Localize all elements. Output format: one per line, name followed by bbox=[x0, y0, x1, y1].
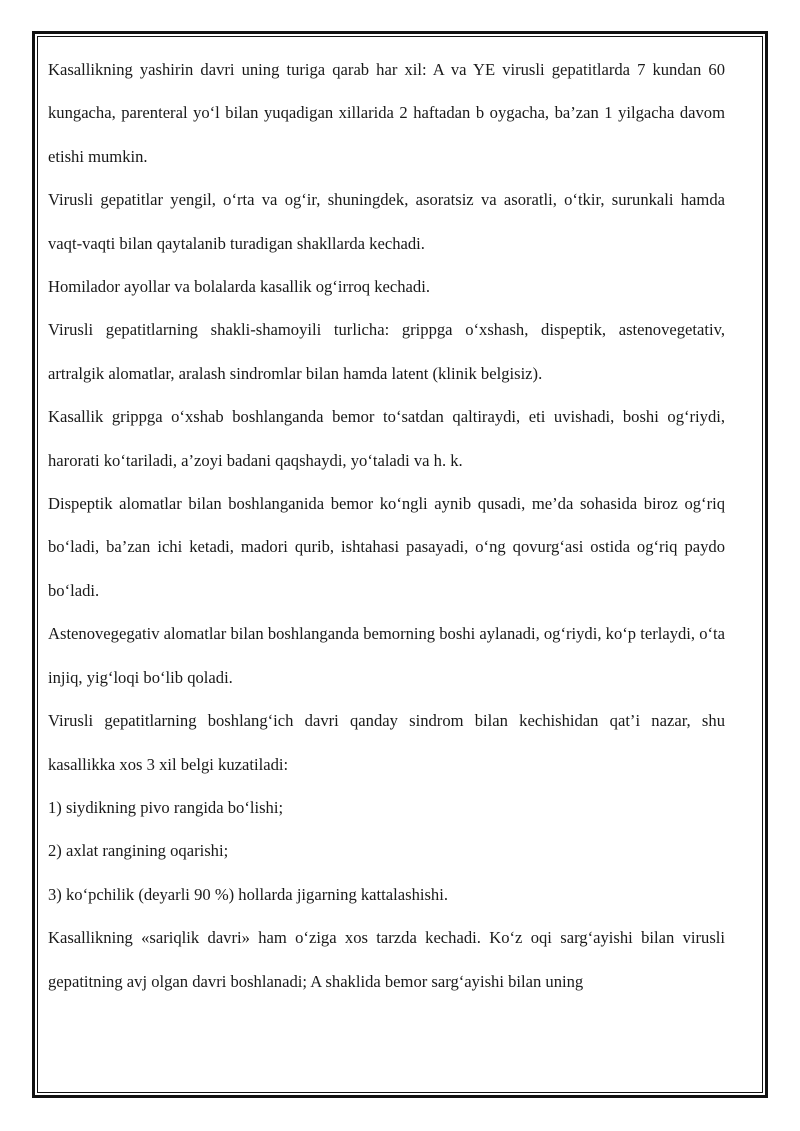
paragraph-astheno-onset: Astenovegegativ alomatlar bilan boshlanganda bemorning boshi aylanadi, og‘riydi, ko‘p terlaydi, o‘ta injiq, yig‘loqi bo‘lib qoladi. bbox=[48, 624, 725, 687]
list-item-sign-1: 1) siydikning pivo rangida bo‘lishi; bbox=[48, 797, 284, 817]
paragraph-three-signs-intro: Virusli gepatitlarning boshlang‘ich davri qanday sindrom bilan kechishidan qat’i nazar, shu kasallikka xos 3 xil belgi kuzatiladi: bbox=[48, 711, 725, 774]
paragraph-incubation-period: Kasallikning yashirin davri uning turiga qarab har xil: A va YE virusli gepatitlarda 7 kundan 60 kungacha, parenteral yo‘l bilan yuqadigan xillarida 2 haftadan b oygacha, ba’zan 1 yilgacha davom etishi mumkin. bbox=[48, 60, 725, 166]
list-item-sign-2: 2) axlat rangining oqarishi; bbox=[48, 841, 229, 861]
paragraph-severity-forms: Virusli gepatitlar yengil, o‘rta va og‘ir, shuningdek, asoratsiz va asoratli, o‘tkir, surunkali hamda vaqt-vaqti bilan qaytalanib turadigan shakllarda kechadi. bbox=[48, 190, 725, 253]
paragraph-dyspeptic-onset: Dispeptik alomatlar bilan boshlanganida bemor ko‘ngli aynib qusadi, me’da sohasida biroz og‘riq bo‘ladi, ba’zan ichi ketadi, madori qurib, ishtahasi pasayadi, o‘ng qovurg‘asi ostida og‘riq paydo bo‘ladi. bbox=[48, 494, 725, 600]
paragraph-flu-like-onset: Kasallik grippga o‘xshab boshlanganda bemor to‘satdan qaltiraydi, eti uvishadi, boshi og‘riydi, harorati ko‘tariladi, a’zoyi badani qaqshaydi, yo‘taladi va h. k. bbox=[48, 407, 725, 470]
document-body bbox=[48, 48, 725, 1003]
paragraph-onset-variants: Virusli gepatitlarning shakli-shamoyili turlicha: grippga o‘xshash, dispeptik, astenovegetativ, artralgik alomatlar, aralash sindromlar bilan hamda latent (klinik belgisiz). bbox=[48, 320, 725, 383]
paragraph-pregnant-children: Homilador ayollar va bolalarda kasallik og‘irroq kechadi. bbox=[48, 277, 430, 297]
list-item-sign-3: 3) ko‘pchilik (deyarli 90 %) hollarda jigarning kattalashishi. bbox=[48, 884, 448, 904]
paragraph-jaundice-period: Kasallikning «sariqlik davri» ham o‘ziga xos tarzda kechadi. Ko‘z oqi sarg‘ayishi bilan virusli gepatitning avj olgan davri boshlanadi; A shaklida bemor sarg‘ayishi bilan uning bbox=[48, 928, 725, 991]
